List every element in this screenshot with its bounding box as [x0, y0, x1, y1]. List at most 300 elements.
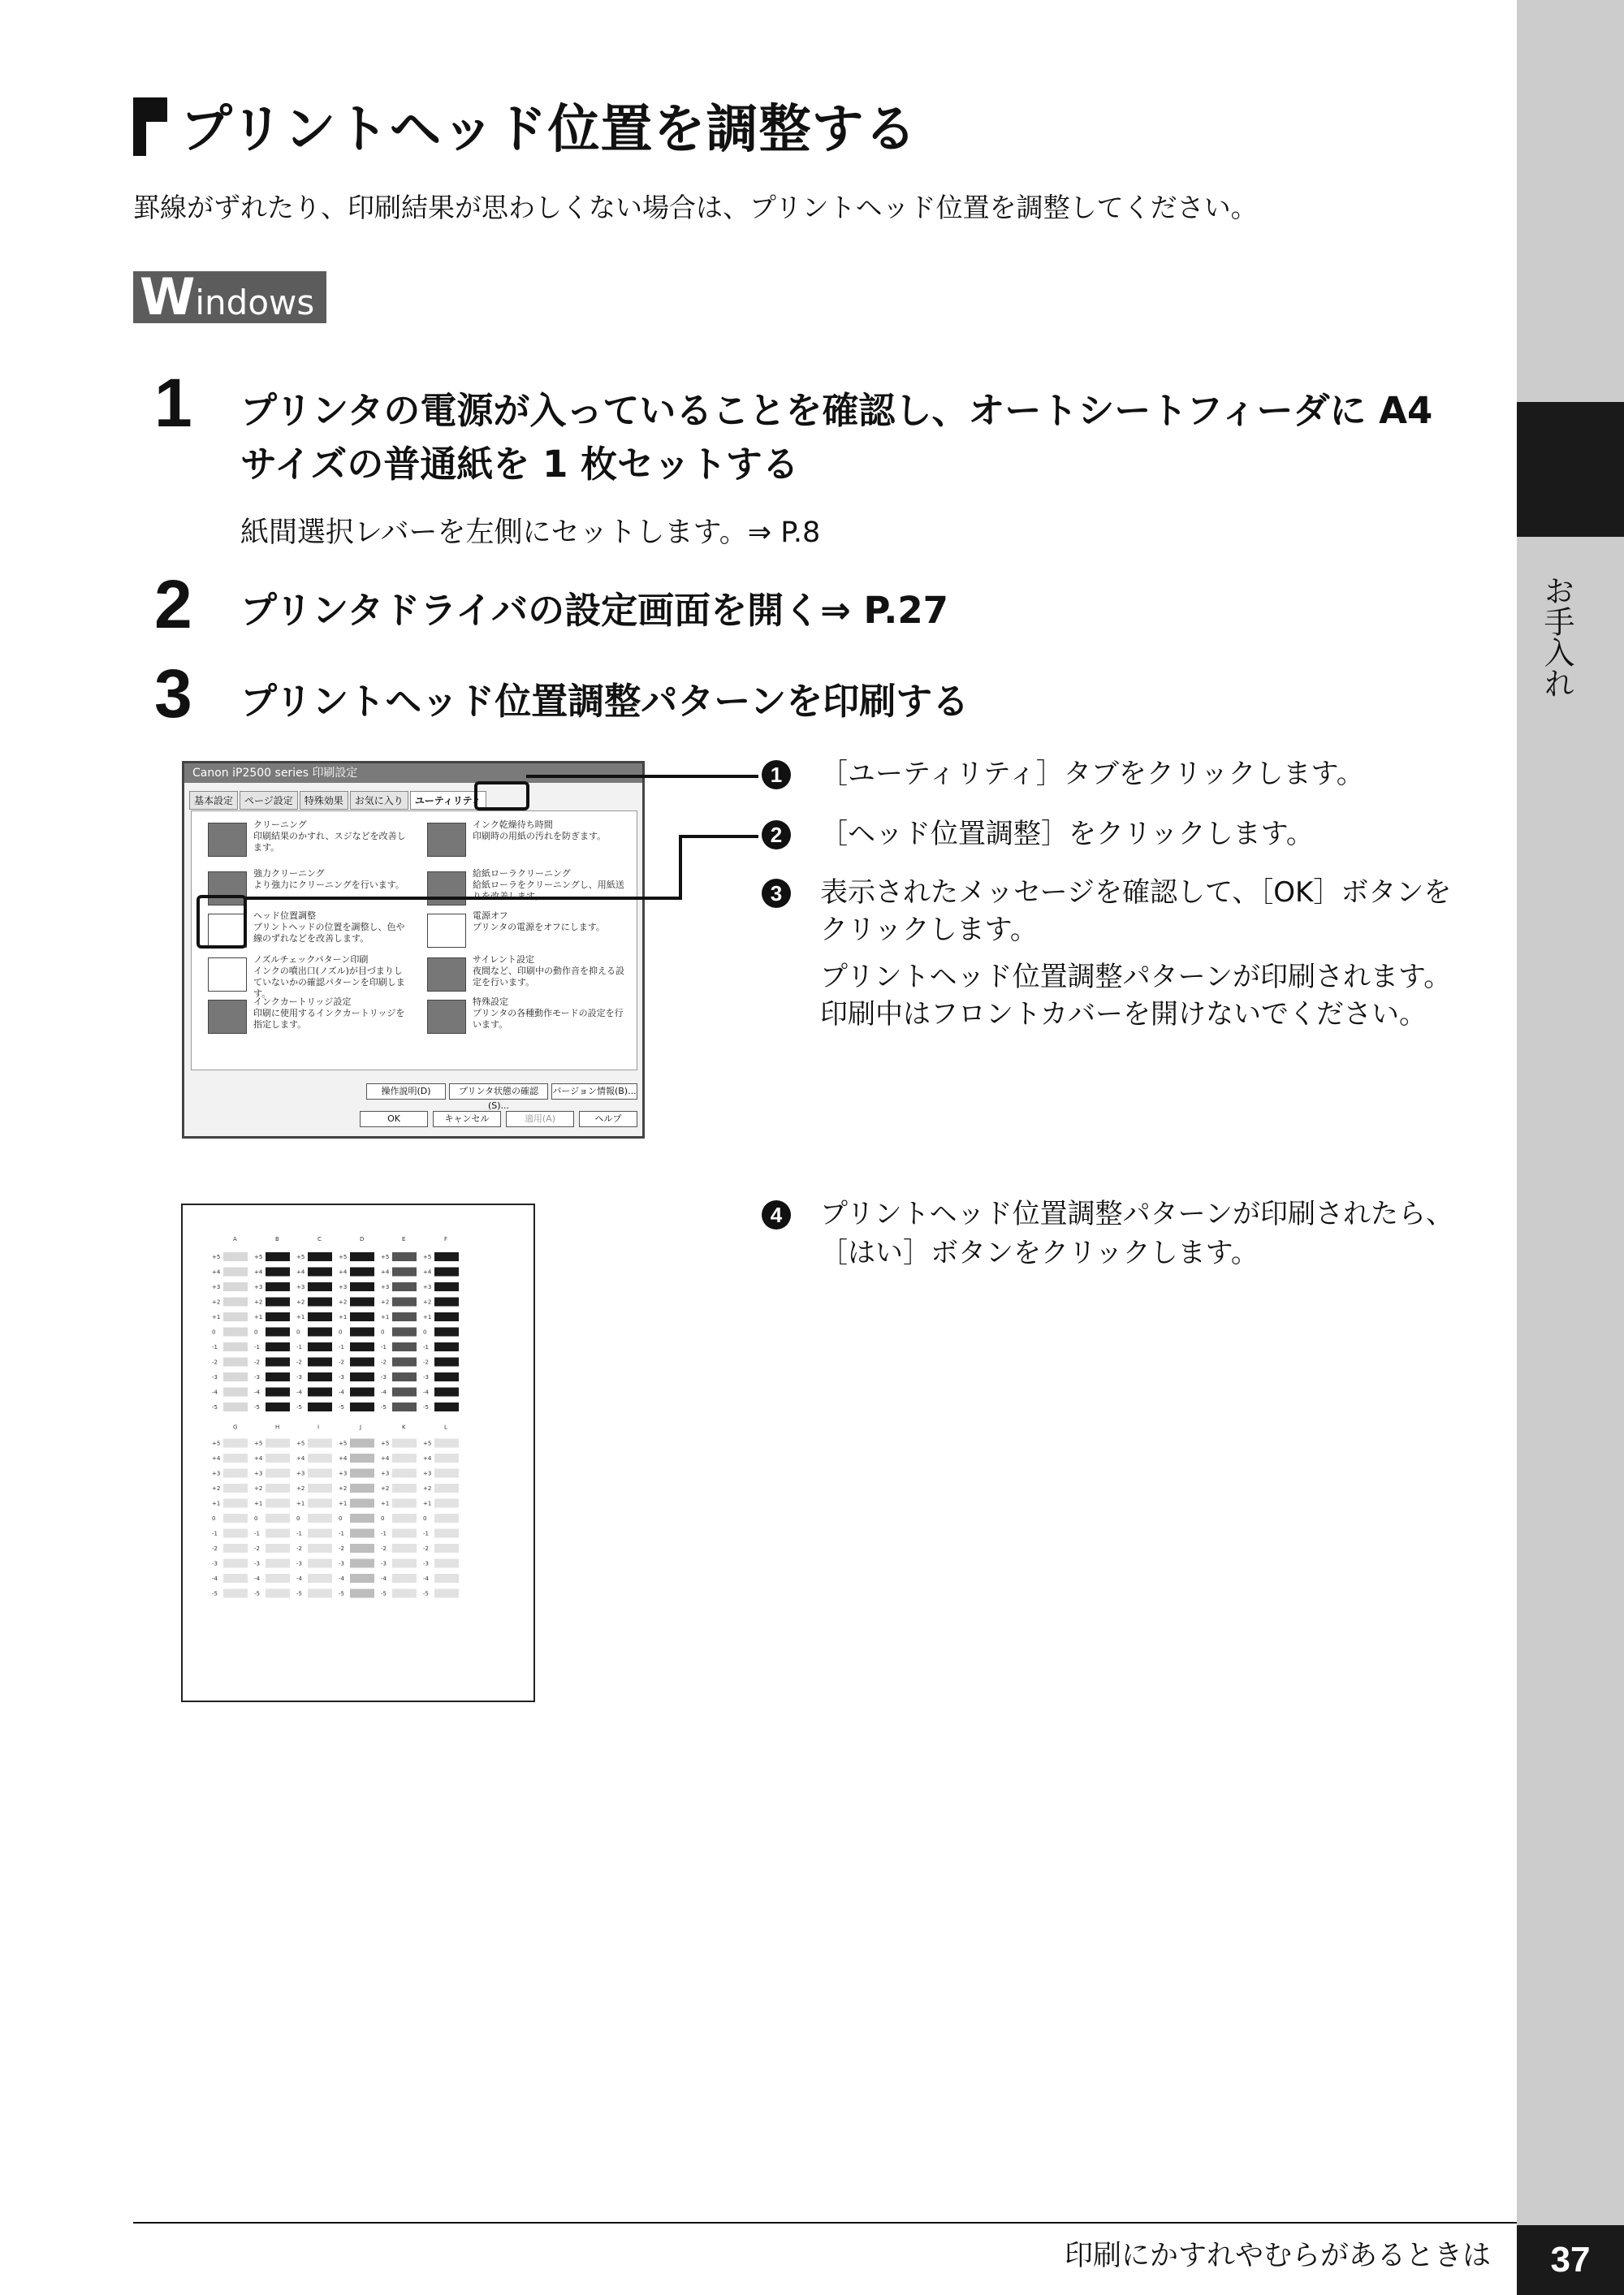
pattern-block	[392, 1589, 417, 1598]
pattern-row-label: -3	[254, 1560, 260, 1567]
pattern-block	[350, 1589, 374, 1598]
pattern-block	[223, 1559, 248, 1568]
pattern-block	[392, 1252, 417, 1261]
pattern-block	[223, 1499, 248, 1508]
pattern-block	[266, 1328, 290, 1337]
pattern-column-label: A	[233, 1236, 237, 1243]
dialog-tabs	[189, 791, 488, 810]
pattern-block	[434, 1312, 459, 1321]
pattern-row-label: -2	[423, 1545, 429, 1552]
pattern-row-label: +3	[212, 1470, 221, 1477]
pattern-block	[223, 1439, 248, 1448]
pattern-block	[308, 1589, 332, 1598]
callout-number-2: 2	[762, 820, 791, 849]
pattern-block	[223, 1388, 248, 1397]
pattern-row-label: -3	[423, 1374, 429, 1381]
pattern-row-label: -4	[339, 1389, 344, 1396]
pattern-row-label: +1	[339, 1314, 348, 1320]
pattern-row-label: +1	[296, 1500, 305, 1507]
pattern-block	[350, 1328, 374, 1337]
pattern-row-label: 0	[381, 1329, 385, 1336]
pattern-row-label: +2	[339, 1299, 348, 1306]
pattern-block	[308, 1372, 332, 1381]
power-off-icon[interactable]	[427, 914, 466, 948]
pattern-row-label: +5	[296, 1440, 305, 1447]
roller-cleaning-icon[interactable]	[427, 871, 466, 905]
pattern-row-label: +1	[254, 1314, 263, 1320]
note-3-line1: 表示されたメッセージを確認して、［OK］ボタンを	[820, 876, 1452, 909]
pattern-block	[392, 1388, 417, 1397]
callout-number-3: 3	[762, 879, 791, 908]
callout-number-4: 4	[762, 1200, 791, 1230]
pattern-block	[223, 1282, 248, 1291]
pattern-block	[308, 1544, 332, 1553]
pattern-row-label: +4	[381, 1455, 390, 1462]
pattern-row-label: -4	[423, 1389, 429, 1396]
pattern-row-label: 0	[254, 1329, 258, 1336]
pattern-row-label: -2	[339, 1545, 344, 1552]
pattern-block	[350, 1358, 374, 1367]
printer-settings-dialog	[182, 761, 645, 1139]
pattern-row-label: -5	[339, 1404, 344, 1411]
pattern-block	[308, 1574, 332, 1583]
pattern-block	[223, 1268, 248, 1277]
pattern-block	[434, 1454, 459, 1463]
pattern-block	[434, 1388, 459, 1397]
pattern-row-label: +5	[381, 1254, 390, 1260]
pattern-block	[392, 1529, 417, 1538]
pattern-row-label: +4	[254, 1455, 263, 1462]
pattern-block	[434, 1439, 459, 1448]
pattern-row-label: +2	[423, 1485, 432, 1492]
pattern-row-label: -4	[212, 1389, 218, 1396]
utility-item: 特殊設定 プリンタの各種動作モードの設定を行います。	[473, 996, 624, 1030]
cancel-button[interactable]: キャンセル	[433, 1111, 501, 1127]
pattern-row-label: +4	[423, 1455, 432, 1462]
pattern-row-label: -3	[296, 1374, 302, 1381]
pattern-row-label: -5	[212, 1590, 218, 1597]
pattern-row-label: +4	[339, 1269, 348, 1276]
pattern-column-label: F	[444, 1236, 448, 1243]
pattern-row-label: 0	[339, 1515, 343, 1522]
pattern-block	[434, 1402, 459, 1411]
pattern-column-label: L	[444, 1424, 447, 1431]
pattern-block	[434, 1484, 459, 1493]
pattern-block	[223, 1342, 248, 1351]
pattern-row-label: +4	[212, 1455, 221, 1462]
footer-rule	[133, 2222, 1517, 2224]
utility-item: インクカートリッジ設定 印刷に使用するインクカートリッジを指定します。	[253, 996, 405, 1030]
pattern-block	[308, 1402, 332, 1411]
pattern-block	[350, 1574, 374, 1583]
pattern-block	[308, 1454, 332, 1463]
windows-badge	[133, 267, 326, 326]
pattern-row-label: +1	[212, 1500, 221, 1507]
pattern-block	[392, 1514, 417, 1523]
note-3-line3: プリントヘッド位置調整パターンが印刷されます。	[820, 961, 1452, 993]
pattern-row-label: -4	[339, 1575, 344, 1582]
pattern-block	[308, 1252, 332, 1261]
pattern-block	[223, 1372, 248, 1381]
alignment-pattern-printout	[181, 1204, 535, 1702]
pattern-block	[308, 1559, 332, 1568]
pattern-row-label: +5	[212, 1254, 221, 1260]
leader-line-1	[526, 775, 758, 778]
pattern-block	[350, 1499, 374, 1508]
pattern-block	[434, 1574, 459, 1583]
pattern-block	[434, 1529, 459, 1538]
page-number: 37	[1517, 2225, 1624, 2295]
pattern-column-label: B	[275, 1236, 279, 1243]
pattern-block	[392, 1298, 417, 1307]
nozzle-check-icon[interactable]	[208, 957, 247, 992]
pattern-block	[350, 1252, 374, 1261]
pattern-block	[350, 1469, 374, 1478]
pattern-row-label: -5	[296, 1590, 302, 1597]
pattern-block	[392, 1358, 417, 1367]
pattern-block	[350, 1342, 374, 1351]
pattern-block	[266, 1268, 290, 1277]
pattern-row-label: +2	[296, 1485, 305, 1492]
pattern-block	[392, 1342, 417, 1351]
pattern-row-label: 0	[212, 1329, 216, 1336]
pattern-row-label: +3	[296, 1284, 305, 1290]
section-tab-marker	[1517, 402, 1624, 537]
pattern-row-label: +3	[212, 1284, 221, 1290]
pattern-row-label: -2	[296, 1359, 302, 1366]
utility-item: 給紙ローラクリーニング 給紙ローラをクリーニングし、用紙送	[473, 868, 624, 890]
utility-item: クリーニング 印刷結果のかすれ、スジなどを改善します。	[253, 819, 406, 853]
pattern-block	[350, 1544, 374, 1553]
pattern-row-label: -3	[212, 1560, 218, 1567]
pattern-block	[434, 1469, 459, 1478]
cleaning-icon[interactable]	[208, 823, 247, 857]
ok-button[interactable]: OK	[360, 1111, 428, 1127]
pattern-row-label: +3	[339, 1284, 348, 1290]
pattern-block	[308, 1439, 332, 1448]
pattern-row-label: -1	[212, 1344, 218, 1351]
tab-utility[interactable]: ユーティリティ	[410, 791, 486, 810]
alignment-pattern-graphic	[183, 1205, 533, 1701]
pattern-row-label: +1	[212, 1314, 221, 1320]
pattern-row-label: -1	[254, 1344, 260, 1351]
pattern-row-label: -1	[339, 1344, 344, 1351]
pattern-row-label: +4	[381, 1269, 390, 1276]
pattern-row-label: -1	[423, 1344, 429, 1351]
pattern-row-label: -5	[339, 1590, 344, 1597]
apply-button[interactable]: 適用(A)	[506, 1111, 574, 1127]
pattern-row-label: +3	[381, 1284, 390, 1290]
pattern-block	[434, 1372, 459, 1381]
pattern-block	[392, 1574, 417, 1583]
pattern-row-label: 0	[254, 1515, 258, 1522]
pattern-row-label: +3	[296, 1470, 305, 1477]
pattern-row-label: -4	[296, 1575, 302, 1582]
pattern-row-label: +3	[254, 1284, 263, 1290]
pattern-block	[266, 1559, 290, 1568]
step-2-number: 2	[154, 566, 192, 642]
silent-mode-icon[interactable]	[427, 957, 466, 992]
printer-status-button[interactable]: プリンタ状態の確認(S)...	[449, 1083, 548, 1100]
pattern-block	[392, 1268, 417, 1277]
pattern-block	[308, 1342, 332, 1351]
intro-text: 罫線がずれたり、印刷結果が思わしくない場合は、プリントヘッド位置を調整してください。	[133, 192, 1258, 223]
pattern-block	[434, 1252, 459, 1261]
ink-cartridge-icon[interactable]	[208, 1000, 247, 1034]
pattern-block	[434, 1514, 459, 1523]
title-marker-top	[146, 97, 167, 122]
pattern-row-label: 0	[296, 1515, 300, 1522]
pattern-block	[308, 1312, 332, 1321]
pattern-block	[223, 1298, 248, 1307]
pattern-block	[434, 1544, 459, 1553]
pattern-row-label: -1	[339, 1530, 344, 1537]
pattern-block	[350, 1514, 374, 1523]
pattern-column-label: D	[360, 1236, 365, 1243]
utility-panel	[191, 810, 637, 1070]
pattern-row-label: +5	[381, 1440, 390, 1447]
tab-page-setup[interactable]: ページ設定	[240, 791, 298, 810]
step-1-number: 1	[154, 365, 192, 441]
pattern-row-label: -2	[212, 1359, 218, 1366]
pattern-row-label: -3	[296, 1560, 302, 1567]
pattern-block	[223, 1312, 248, 1321]
pattern-block	[392, 1402, 417, 1411]
tab-favorites[interactable]: お気に入り	[350, 791, 408, 810]
pattern-block	[223, 1544, 248, 1553]
step-3-heading: プリントヘッド位置調整パターンを印刷する	[240, 680, 970, 723]
pattern-block	[392, 1454, 417, 1463]
tab-effects[interactable]: 特殊効果	[300, 791, 348, 810]
ink-drying-icon[interactable]	[427, 823, 466, 857]
pattern-row-label: -2	[381, 1359, 387, 1366]
pattern-block	[308, 1282, 332, 1291]
pattern-block	[223, 1252, 248, 1261]
pattern-block	[434, 1589, 459, 1598]
pattern-block	[223, 1402, 248, 1411]
pattern-block	[434, 1559, 459, 1568]
pattern-block	[434, 1282, 459, 1291]
pattern-block	[392, 1499, 417, 1508]
pattern-block	[308, 1358, 332, 1367]
pattern-row-label: +5	[254, 1440, 263, 1447]
pattern-row-label: 0	[381, 1515, 385, 1522]
pattern-block	[223, 1328, 248, 1337]
callout-head-alignment	[197, 895, 247, 949]
pattern-block	[223, 1514, 248, 1523]
pattern-block	[266, 1342, 290, 1351]
pattern-block	[266, 1439, 290, 1448]
pattern-block	[308, 1529, 332, 1538]
tab-basic[interactable]: 基本設定	[189, 791, 238, 810]
pattern-row-label: +5	[423, 1440, 432, 1447]
pattern-row-label: +5	[212, 1440, 221, 1447]
pattern-block	[350, 1454, 374, 1463]
pattern-row-label: +2	[212, 1485, 221, 1492]
pattern-block	[223, 1529, 248, 1538]
pattern-row-label: 0	[339, 1329, 343, 1336]
note-4-line1: プリントヘッド位置調整パターンが印刷されたら、	[820, 1198, 1453, 1230]
pattern-row-label: -1	[423, 1530, 429, 1537]
note-2: ［ヘッド位置調整］をクリックします。	[820, 818, 1314, 850]
callout-utility-tab	[474, 781, 529, 810]
utility-item: ノズルチェックパターン印刷 インクの噴出口(ノズル)が目づまりしていないかの確認パターンを印刷します。	[253, 954, 405, 999]
pattern-row-label: +1	[254, 1500, 263, 1507]
pattern-row-label: -5	[423, 1404, 429, 1411]
pattern-block	[350, 1484, 374, 1493]
pattern-column-label: I	[317, 1424, 320, 1431]
pattern-row-label: +3	[381, 1470, 390, 1477]
pattern-row-label: -4	[296, 1389, 302, 1396]
pattern-row-label: -5	[254, 1590, 260, 1597]
pattern-block	[266, 1252, 290, 1261]
pattern-row-label: -2	[254, 1545, 260, 1552]
pattern-block	[392, 1469, 417, 1478]
pattern-row-label: -1	[381, 1530, 387, 1537]
utility-item: 電源オフ プリンタの電源をオフにします。	[473, 910, 605, 932]
pattern-row-label: +4	[296, 1455, 305, 1462]
pattern-row-label: +4	[339, 1455, 348, 1462]
pattern-row-label: +2	[254, 1485, 263, 1492]
pattern-row-label: -5	[381, 1404, 387, 1411]
pattern-row-label: -2	[296, 1545, 302, 1552]
pattern-block	[434, 1358, 459, 1367]
note-4-line2: ［はい］ボタンをクリックします。	[820, 1237, 1259, 1269]
pattern-row-label: +5	[339, 1440, 348, 1447]
pattern-row-label: -5	[423, 1590, 429, 1597]
windows-badge-rest: indows	[195, 283, 315, 322]
pattern-row-label: +4	[296, 1269, 305, 1276]
pattern-block	[308, 1484, 332, 1493]
dialog-title: Canon iP2500 series 印刷設定	[184, 763, 642, 783]
pattern-row-label: +5	[423, 1254, 432, 1260]
utility-item: ヘッド位置調整 プリントヘッドの位置を調整し、色や線のずれなどを改善します。	[253, 910, 405, 944]
pattern-block	[350, 1388, 374, 1397]
pattern-row-label: +5	[296, 1254, 305, 1260]
pattern-row-label: -5	[212, 1404, 218, 1411]
pattern-block	[350, 1372, 374, 1381]
pattern-block	[392, 1312, 417, 1321]
pattern-block	[392, 1328, 417, 1337]
pattern-row-label: -2	[212, 1545, 218, 1552]
pattern-row-label: +3	[339, 1470, 348, 1477]
pattern-column-label: K	[402, 1424, 406, 1431]
note-3-line2: クリックします。	[820, 914, 1038, 946]
instructions-button[interactable]: 操作説明(D)	[366, 1083, 446, 1100]
custom-settings-icon[interactable]	[427, 1000, 466, 1034]
title-marker	[133, 97, 146, 156]
pattern-block	[350, 1282, 374, 1291]
pattern-block	[266, 1589, 290, 1598]
pattern-row-label: -3	[339, 1560, 344, 1567]
pattern-row-label: +1	[423, 1314, 432, 1320]
pattern-block	[223, 1484, 248, 1493]
pattern-block	[392, 1439, 417, 1448]
pattern-row-label: -1	[254, 1530, 260, 1537]
pattern-row-label: +1	[381, 1314, 390, 1320]
pattern-row-label: -3	[381, 1560, 387, 1567]
pattern-block	[392, 1282, 417, 1291]
pattern-block	[266, 1372, 290, 1381]
pattern-row-label: -5	[296, 1404, 302, 1411]
pattern-block	[434, 1342, 459, 1351]
pattern-column-label: E	[402, 1236, 406, 1243]
pattern-row-label: -1	[381, 1344, 387, 1351]
pattern-row-label: -4	[254, 1389, 260, 1396]
pattern-block	[434, 1268, 459, 1277]
pattern-block	[266, 1312, 290, 1321]
note-3-line4: 印刷中はフロントカバーを開けないでください。	[820, 998, 1427, 1031]
pattern-block	[350, 1559, 374, 1568]
pattern-row-label: -1	[212, 1530, 218, 1537]
pattern-block	[350, 1268, 374, 1277]
pattern-block	[308, 1298, 332, 1307]
pattern-row-label: 0	[212, 1515, 216, 1522]
pattern-block	[350, 1312, 374, 1321]
pattern-block	[223, 1574, 248, 1583]
version-info-button[interactable]: バージョン情報(B)...	[551, 1083, 637, 1100]
pattern-row-label: +2	[254, 1299, 263, 1306]
pattern-block	[308, 1268, 332, 1277]
pattern-row-label: -5	[254, 1404, 260, 1411]
utility-item: インク乾燥待ち時間 印刷時の用紙の汚れを防ぎます。	[473, 819, 607, 841]
pattern-block	[392, 1559, 417, 1568]
pattern-block	[350, 1402, 374, 1411]
pattern-block	[266, 1298, 290, 1307]
pattern-row-label: +1	[423, 1500, 432, 1507]
pattern-block	[308, 1514, 332, 1523]
page-title: プリントヘッド位置を調整する	[180, 100, 918, 160]
pattern-block	[392, 1544, 417, 1553]
pattern-block	[308, 1328, 332, 1337]
pattern-row-label: -3	[212, 1374, 218, 1381]
pattern-row-label: -3	[339, 1374, 344, 1381]
pattern-row-label: +2	[423, 1299, 432, 1306]
pattern-column-label: C	[317, 1236, 322, 1243]
pattern-block	[266, 1574, 290, 1583]
help-button[interactable]: ヘルプ	[579, 1111, 637, 1127]
utility-item: サイレント設定 夜間など、印刷中の動作音を抑える設定を行います。	[473, 954, 624, 988]
pattern-column-label: H	[275, 1424, 280, 1431]
pattern-block	[308, 1388, 332, 1397]
leader-line-2b	[679, 835, 682, 900]
pattern-row-label: +1	[339, 1500, 348, 1507]
pattern-block	[223, 1358, 248, 1367]
pattern-block	[266, 1514, 290, 1523]
pattern-block	[392, 1484, 417, 1493]
pattern-row-label: -3	[254, 1374, 260, 1381]
pattern-block	[223, 1469, 248, 1478]
pattern-row-label: -4	[381, 1389, 387, 1396]
pattern-block	[266, 1454, 290, 1463]
pattern-block	[434, 1298, 459, 1307]
pattern-row-label: +5	[339, 1254, 348, 1260]
pattern-block	[266, 1484, 290, 1493]
note-1: ［ユーティリティ］タブをクリックします。	[820, 758, 1364, 790]
pattern-block	[350, 1298, 374, 1307]
pattern-row-label: 0	[423, 1515, 427, 1522]
pattern-row-label: -3	[423, 1560, 429, 1567]
utility-item: 強力クリーニング より強力にクリーニングを行います。	[253, 868, 404, 890]
step-2-heading: プリンタドライバの設定画面を開く⇒ P.27	[240, 589, 948, 632]
pattern-row-label: -4	[254, 1575, 260, 1582]
pattern-block	[350, 1529, 374, 1538]
step-1-heading-line2: サイズの普通紙を 1 枚セットする	[240, 443, 799, 486]
pattern-block	[266, 1388, 290, 1397]
pattern-row-label: +4	[212, 1269, 221, 1276]
pattern-block	[266, 1499, 290, 1508]
pattern-block	[392, 1372, 417, 1381]
